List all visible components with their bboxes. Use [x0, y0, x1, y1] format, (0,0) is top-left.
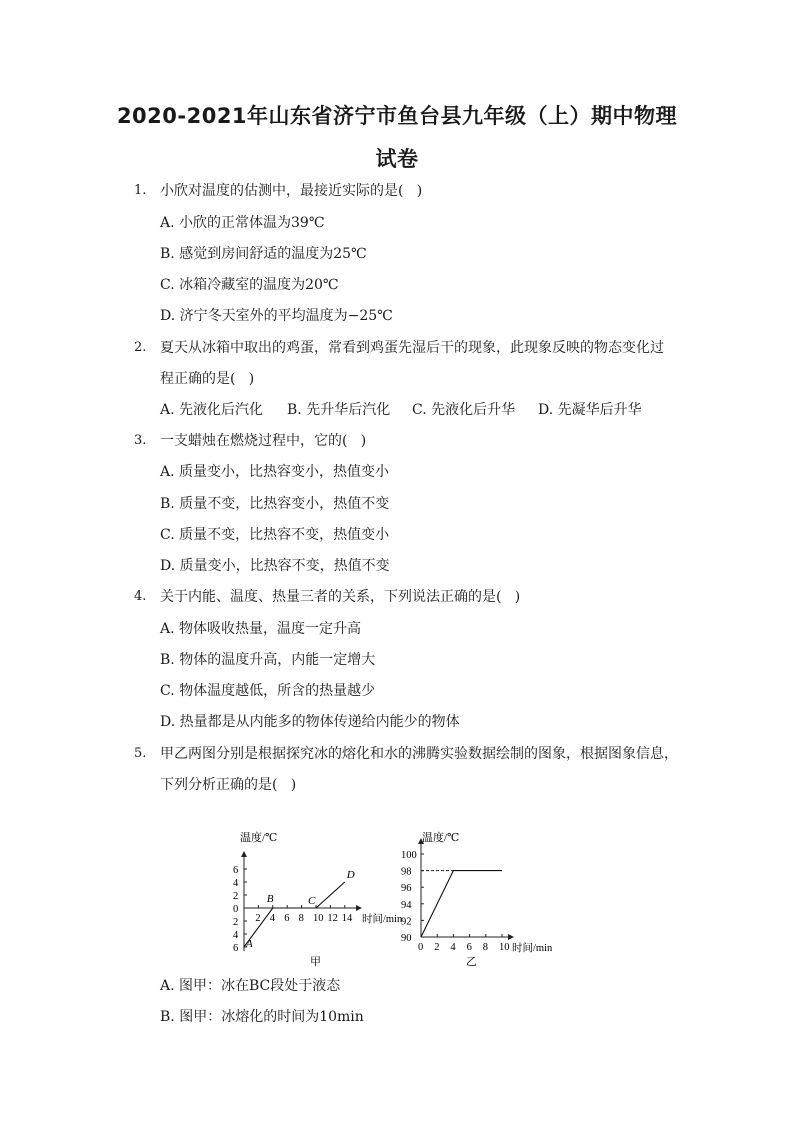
- y-tick-label: 100: [401, 850, 417, 861]
- y-tick-label: 4: [233, 930, 239, 941]
- option-b: B. 物体的温度升高，内能一定增大: [160, 652, 376, 668]
- question-number: 5.: [134, 746, 147, 761]
- question-stem-line2: 下列分析正确的是( ): [160, 777, 297, 793]
- x-tick-label: 8: [298, 913, 304, 924]
- chart-caption: 乙: [466, 956, 477, 968]
- point-label-c: C: [308, 895, 316, 907]
- x-tick-label: 4: [450, 942, 456, 953]
- option-c: C. 物体温度越低，所含的热量越少: [160, 683, 376, 699]
- point-label-b: B: [266, 893, 274, 905]
- y-axis-arrow: [241, 851, 247, 857]
- page-title-line1: 2020-2021年山东省济宁市鱼台县九年级（上）期中物理: [116, 104, 678, 128]
- melting-chart-jia: [218, 826, 408, 972]
- y-tick-label: 96: [401, 883, 412, 895]
- x-tick-label: 10: [313, 913, 324, 924]
- question-stem: 关于内能、温度、热量三者的关系，下列说法正确的是( ): [160, 589, 521, 605]
- option-b: B. 图甲：冰熔化的时间为10min: [160, 1009, 364, 1025]
- chart-caption: 甲: [310, 956, 321, 968]
- point-label-a: A: [246, 938, 253, 950]
- question-stem: 小欣对温度的估测中，最接近实际的是( ): [160, 183, 423, 199]
- question-stem-line1: 甲乙两图分别是根据探究冰的熔化和水的沸腾实验数据绘制的图象，根据图象信息，: [160, 746, 678, 762]
- question-stem-line2: 程正确的是( ): [160, 371, 255, 387]
- y-tick-label: 2: [233, 917, 239, 928]
- option-d: D. 热量都是从内能多的物体传递给内能少的物体: [160, 714, 460, 730]
- option-d: D. 质量变小，比热容不变，热值不变: [160, 558, 390, 574]
- x-tick-label: 12: [327, 913, 338, 924]
- y-tick-label: 4: [233, 878, 239, 889]
- x-axis-label: 时间/min: [362, 914, 403, 925]
- option-b: B. 感觉到房间舒适的温度为25℃: [160, 246, 367, 262]
- y-tick-label: 6: [233, 943, 239, 954]
- x-axis-arrow: [356, 905, 362, 911]
- option-a: A. 图甲：冰在BC段处于液态: [160, 978, 341, 994]
- y-axis-label: 温度/℃: [240, 832, 278, 844]
- x-tick-label: 14: [341, 913, 353, 924]
- question-number: 4.: [134, 589, 147, 604]
- boiling-chart-yi: [398, 826, 573, 972]
- question-number: 1.: [134, 183, 147, 198]
- y-tick-label: 94: [401, 899, 412, 911]
- option-c: C. 先液化后升华: [412, 402, 516, 418]
- x-tick-label: 2: [434, 942, 440, 953]
- option-c: C. 冰箱冷藏室的温度为20℃: [160, 277, 339, 293]
- option-a: A. 质量变小，比热容变小，热值变小: [160, 464, 390, 480]
- y-tick-label: 98: [401, 866, 412, 878]
- x-tick-label: 2: [255, 913, 261, 924]
- option-d: D. 济宁冬天室外的平均温度为−25℃: [160, 308, 393, 324]
- x-tick-label: 0: [418, 942, 424, 953]
- option-d: D. 先凝华后升华: [538, 402, 642, 418]
- option-a: A. 物体吸收热量，温度一定升高: [160, 621, 362, 637]
- option-a: A. 先液化后汽化: [160, 402, 264, 418]
- question-number: 3.: [134, 433, 147, 448]
- y-tick-label: 90: [401, 933, 412, 944]
- point-label-d: D: [346, 869, 355, 881]
- y-tick-label: 92: [401, 916, 412, 928]
- x-tick-label: 6: [284, 913, 290, 924]
- option-b: B. 先升华后汽化: [287, 402, 391, 418]
- boiling-curve: [421, 871, 502, 937]
- y-tick-label: 0: [233, 904, 239, 915]
- x-tick-label: 10: [499, 942, 510, 953]
- option-a: A. 小欣的正常体温为39℃: [160, 215, 325, 231]
- x-tick-label: 6: [466, 942, 472, 953]
- option-c: C. 质量不变，比热容不变，热值变小: [160, 527, 390, 543]
- y-tick-label: 6: [233, 865, 239, 876]
- question-stem-line1: 夏天从冰箱中取出的鸡蛋，常看到鸡蛋先湿后干的现象，此现象反映的物态变化过: [160, 340, 664, 356]
- y-tick-label: 2: [233, 891, 239, 902]
- x-axis-arrow: [508, 934, 514, 940]
- y-axis-label: 温度/℃: [422, 832, 460, 844]
- question-number: 2.: [134, 340, 147, 355]
- option-b: B. 质量不变，比热容变小，热值不变: [160, 496, 390, 512]
- question-stem: 一支蜡烛在燃烧过程中，它的( ): [160, 433, 367, 449]
- x-tick-label: 8: [482, 942, 489, 953]
- page-title-line2: 试卷: [375, 147, 419, 171]
- x-axis-label: 时间/min: [512, 943, 553, 954]
- x-tick-label: 4: [269, 913, 276, 924]
